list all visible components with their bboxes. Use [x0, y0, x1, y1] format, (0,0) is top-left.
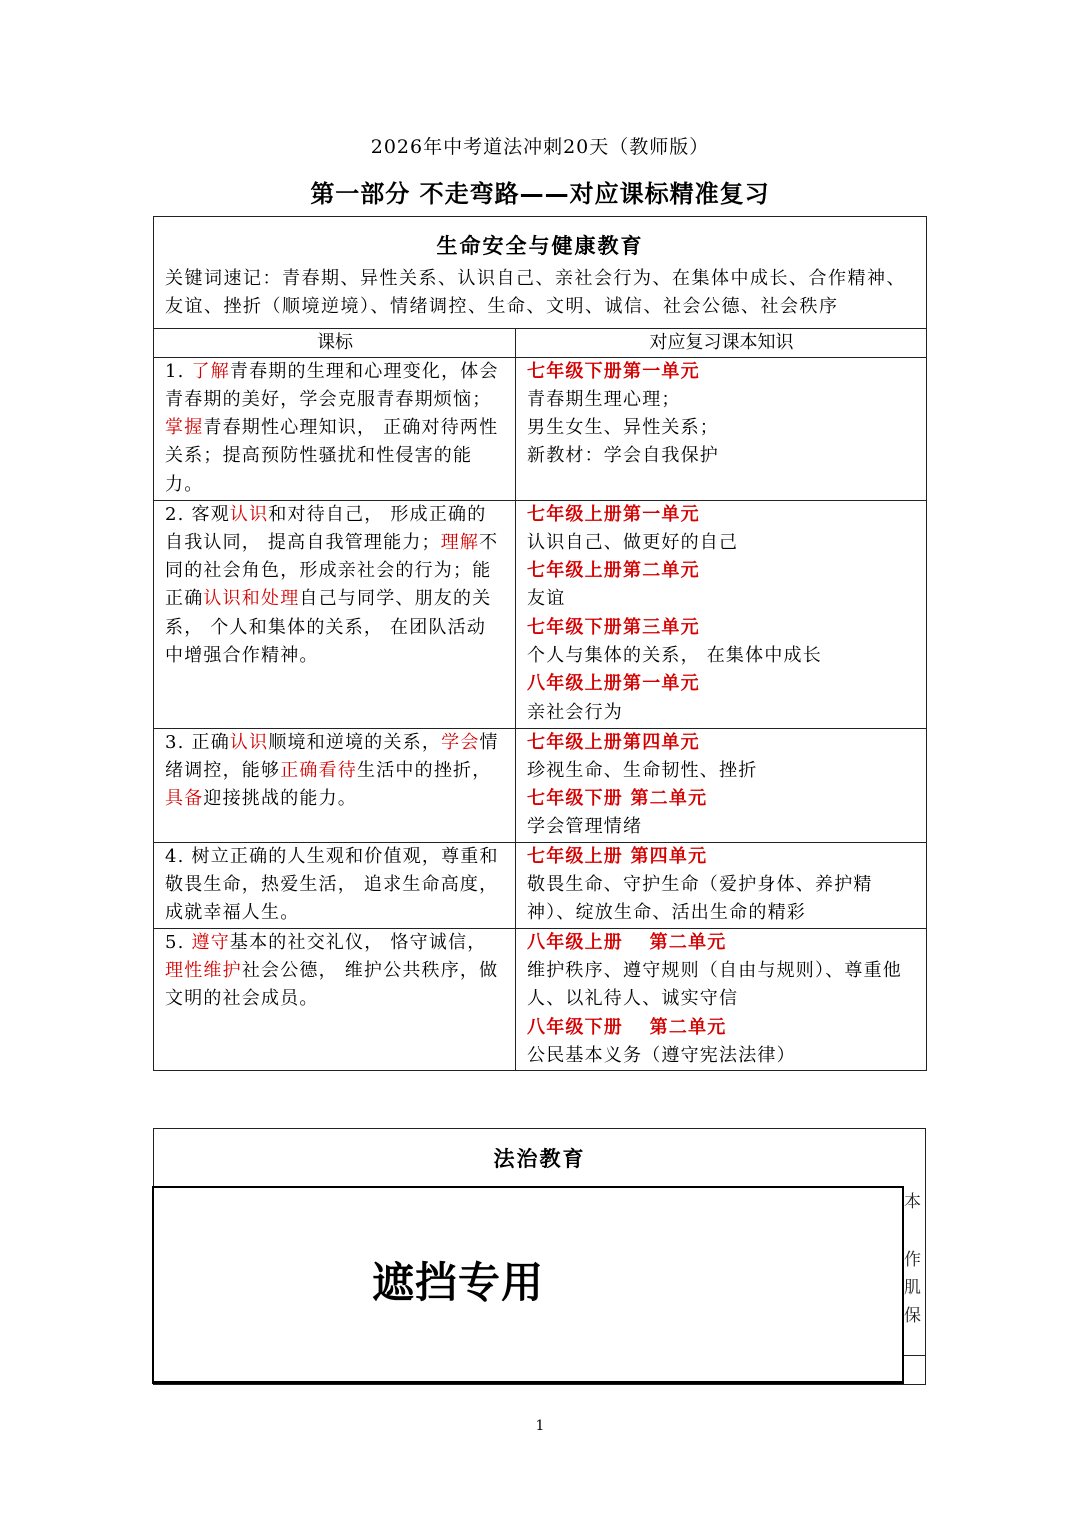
- table-row: [154, 357, 927, 500]
- keyword-highlight: 遵守: [191, 931, 230, 953]
- column-header-standard: 课标: [154, 328, 516, 357]
- section-header-row: [154, 217, 927, 329]
- obscured-text-fragment: 作: [904, 1250, 921, 1270]
- text-run: 青春期性心理知识， 正确对待两性关系；提高预防性骚扰和性侵害的能力。: [165, 417, 499, 495]
- knowledge-cell: [516, 728, 927, 842]
- knowledge-cell: [516, 500, 927, 728]
- text-run: 5.: [165, 931, 192, 953]
- standard-cell: [154, 928, 516, 1070]
- table-rule: [904, 1355, 926, 1356]
- unit-heading: 七年级上册第四单元: [527, 731, 700, 753]
- cover-label: 遮挡专用: [372, 1258, 545, 1307]
- section-title: 法治教育: [493, 1146, 586, 1171]
- text-run: 4. 树立正确的人生观和价值观，尊重和敬畏生命，热爱生活， 追求生命高度， 成就幸福人生。: [165, 845, 499, 924]
- standard-cell: [154, 728, 516, 842]
- text-run: 自己与同学、朋友的关系， 个人和集体的关系， 在团队活动中增强合作精神。: [165, 588, 492, 667]
- column-header-row: [154, 328, 927, 357]
- unit-heading: 八年级上册第一单元: [527, 673, 700, 695]
- keyword-highlight: 理性维护: [165, 960, 242, 982]
- curriculum-table-life-safety: [153, 216, 927, 1071]
- knowledge-text: 珍视生命、生命韧性、挫折: [527, 759, 758, 781]
- part-title: 第一部分 不走弯路——对应课标精准复习: [310, 180, 770, 208]
- text-run: 青春期的生理和心理变化，体会青春期的美好，学会克服青春期烦恼；: [165, 360, 499, 410]
- knowledge-cell: [516, 842, 927, 928]
- keyword-highlight: 掌握: [165, 417, 204, 439]
- unit-heading: 七年级下册第一单元: [527, 360, 700, 382]
- knowledge-cell: [516, 928, 927, 1070]
- knowledge-text: 维护秩序、遵守规则（自由与规则）、尊重他人、以礼待人、诚实守信: [527, 960, 902, 1010]
- keyword-highlight: 认识和处理: [203, 588, 300, 610]
- keyword-highlight: 了解: [191, 360, 230, 382]
- knowledge-text: 个人与集体的关系， 在集体中成长: [527, 645, 822, 667]
- obscured-text-fragment: 保: [904, 1306, 921, 1326]
- knowledge-text: 认识自己、做更好的自己: [527, 531, 739, 553]
- page-number: 1: [535, 1418, 545, 1434]
- table-row: [154, 500, 927, 728]
- text-run: 基本的社交礼仪， 恪守诚信，: [229, 931, 487, 953]
- unit-heading: 七年级上册 第四单元: [527, 845, 708, 867]
- cover-overlay: [152, 1186, 904, 1384]
- standard-cell: [154, 500, 516, 728]
- knowledge-text: 友谊: [527, 588, 566, 610]
- keyword-highlight: 认识: [229, 503, 269, 525]
- knowledge-cell: [516, 357, 927, 500]
- knowledge-text: 亲社会行为: [527, 701, 623, 723]
- keyword-highlight: 正确看待: [280, 759, 358, 781]
- knowledge-text: 新教材：学会自我保护: [527, 445, 719, 467]
- obscured-text-fragment: 本: [904, 1192, 921, 1212]
- text-run: 3. 正确: [165, 731, 230, 753]
- keyword-highlight: 认识: [229, 731, 269, 753]
- unit-heading: 七年级下册第三单元: [527, 616, 700, 638]
- text-run: 社会公德， 维护公共秩序，做文明的社会成员。: [165, 960, 499, 1010]
- text-run: 生活中的挫折，: [357, 759, 492, 781]
- knowledge-text: 学会管理情绪: [527, 816, 643, 838]
- knowledge-text: 敬畏生命、守护生命（爱护身体、养护精神）、绽放生命、活出生命的精彩: [527, 874, 873, 924]
- unit-heading: 七年级上册第二单元: [527, 560, 700, 582]
- unit-heading: 八年级下册 第二单元: [527, 1016, 727, 1038]
- text-run: 不同的社会角色，形成亲社会的行为；能正确: [165, 531, 499, 610]
- keyword-highlight: 学会: [441, 731, 480, 753]
- unit-heading: 七年级下册 第二单元: [527, 788, 708, 810]
- knowledge-text: 男生女生、异性关系；: [527, 417, 719, 439]
- table-row: [154, 842, 927, 928]
- standard-cell: [154, 842, 516, 928]
- text-run: 迎接挑战的能力。: [203, 788, 358, 810]
- keywords-text: 关键词速记：青春期、异性关系、认识自己、亲社会行为、在集体中成长、合作精神、友谊、挫折（顺境逆境）、情绪调控、生命、文明、诚信、社会公德、社会秩序: [165, 268, 906, 318]
- table-row: [154, 728, 927, 842]
- knowledge-text: 青春期生理心理；: [527, 388, 681, 410]
- text-run: 情绪调控，能够: [165, 731, 499, 781]
- knowledge-text: 公民基本义务（遵守宪法法律）: [527, 1044, 796, 1066]
- column-header-knowledge: 对应复习课本知识: [516, 328, 927, 357]
- unit-heading: 七年级上册第一单元: [527, 503, 700, 525]
- section-title: 生命安全与健康教育: [436, 233, 644, 258]
- obscured-text-fragment: 肌: [904, 1278, 921, 1298]
- text-run: 和对待自己， 形成正确的自我认同， 提高自我管理能力；: [165, 503, 487, 553]
- keyword-highlight: 理解: [440, 531, 480, 553]
- doc-title: 2026年中考道法冲刺20天（教师版）: [370, 136, 710, 158]
- unit-heading: 八年级上册 第二单元: [527, 931, 727, 953]
- keyword-highlight: 具备: [165, 788, 204, 810]
- table-row: [154, 928, 927, 1070]
- text-run: 2. 客观: [165, 503, 230, 525]
- standard-cell: [154, 357, 516, 500]
- text-run: 1.: [165, 360, 192, 382]
- text-run: 顺境和逆境的关系，: [268, 731, 442, 753]
